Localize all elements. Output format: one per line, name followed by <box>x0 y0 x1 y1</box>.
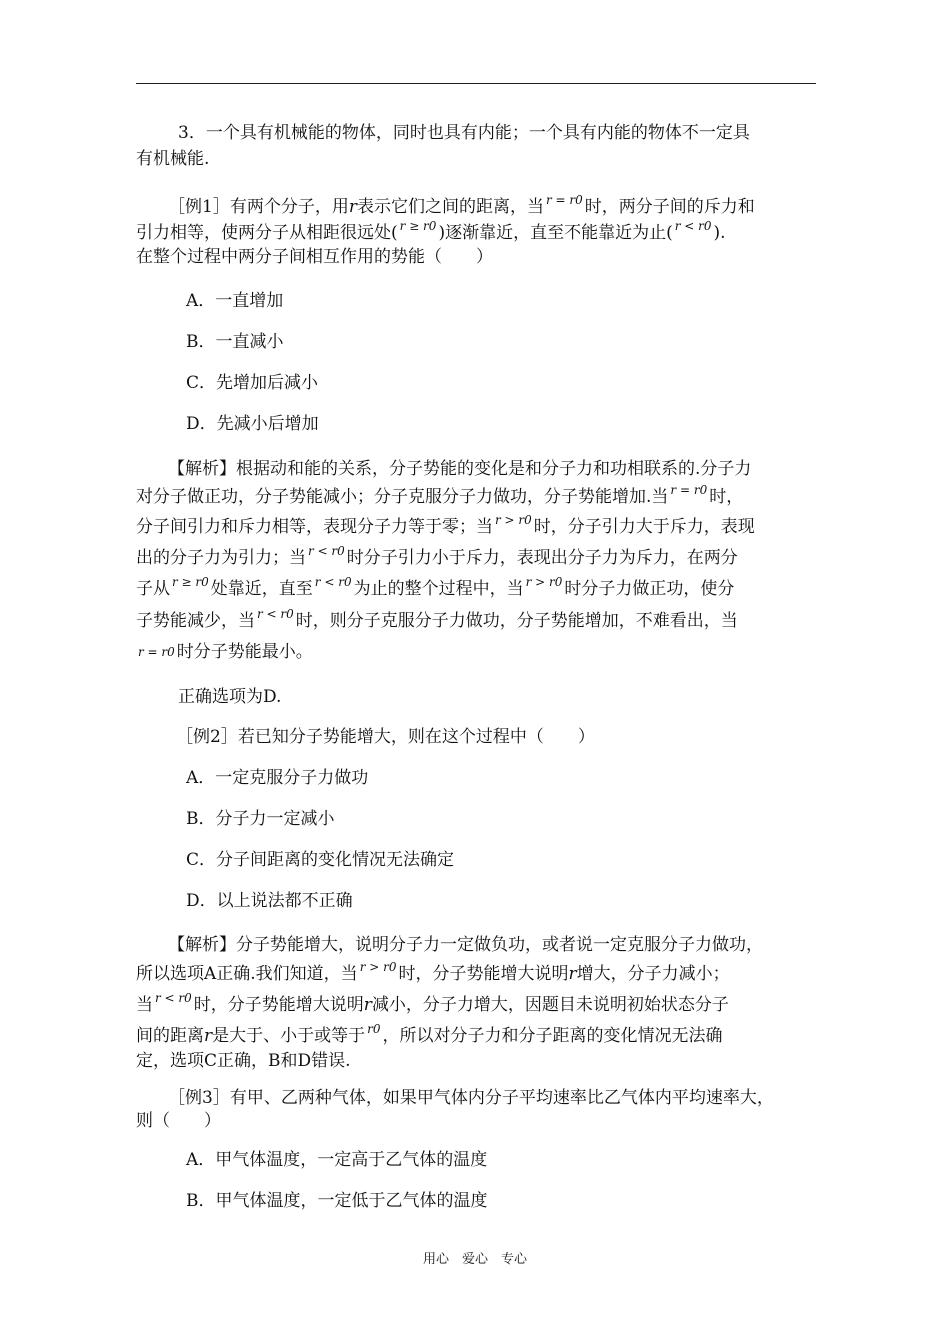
math-r-gt-r0: r > r0 <box>525 575 563 589</box>
ex2-question: ［例2］若已知分子势能增大，则在这个过程中（ ） <box>176 727 595 747</box>
ex1-line2: 引力相等，使两分子从相距很远处( $^{r \ge r0}$ )逐渐靠近，直至不能靠近为止( $^{r < r0}$ ). <box>136 219 726 243</box>
ex1-option-c: C．先增加后减小 <box>186 373 319 393</box>
ex3-option-b: B．甲气体温度，一定低于乙气体的温度 <box>186 1191 488 1211</box>
ex1-line1: ［例1］有两个分子，用r表示它们之间的距离，当 $^{r = r0}$ 时，两分子间的斥力和 <box>168 193 755 217</box>
ex1-option-b: B．一直减小 <box>186 332 284 352</box>
math-r-lt-r0: r < r0 <box>308 544 345 558</box>
ex3-question-line1: ［例3］有甲、乙两种气体，如果甲气体内分子平均速率比乙气体内平均速率大， <box>168 1088 774 1108</box>
ex3-option-a: A．甲气体温度，一定高于乙气体的温度 <box>186 1150 488 1170</box>
ex2-option-d: D．以上说法都不正确 <box>186 891 353 911</box>
math-r-eq-r0: r = r0 <box>138 645 175 659</box>
ex2-option-a: A．一定克服分子力做功 <box>186 768 369 788</box>
ana2-line5: 定，选项C正确，B和D错误. <box>136 1051 351 1071</box>
ana1-line5: 子从 $^{r \ge r0}$ 处靠近，直至 $^{r < r0}$ 为止的整个过程中，当 $^{r > r0}$ 时分子力做正功，使分 <box>136 575 735 599</box>
ana2-line4: 间的距离r是大于、小于或等于 $^{r0}$ ，所以对分子力和分子距离的变化情况无法确 <box>136 1022 723 1046</box>
var-r: r <box>363 995 372 1015</box>
ana1-line7: r = r0 时分子势能最小。 <box>138 642 313 662</box>
ex2-option-c: C．分子间距离的变化情况无法确定 <box>186 850 455 870</box>
ana1-line1: 【解析】根据动和能的关系，分子势能的变化是和分子力和功相联系的.分子力 <box>168 459 752 479</box>
ana1-line3: 分子间引力和斥力相等，表现分子力等于零；当 $^{r > r0}$ 时，分子引力大于斥力，表现 <box>136 513 755 537</box>
math-r-lt-r0: r < r0 <box>674 219 712 233</box>
math-r-gt-r0: r > r0 <box>495 513 532 527</box>
math-r0: r0 <box>367 1022 381 1036</box>
ana1-line4: 出的分子力为引力；当 $^{r < r0}$ 时分子引力小于斥力，表现出分子力为斥力，在两分 <box>136 544 738 568</box>
math-r-eq-r0: r = r0 <box>670 483 708 497</box>
math-r-ge-r0: r ≥ r0 <box>172 575 209 589</box>
var-r: r <box>568 964 577 984</box>
var-r: r <box>348 197 357 217</box>
math-r-lt-r0: r < r0 <box>314 575 352 589</box>
math-r-lt-r0: r < r0 <box>155 991 192 1005</box>
point3-line1: 3．一个具有机械能的物体，同时也具有内能；一个具有内能的物体不一定具 <box>178 123 750 143</box>
ex1-line3: 在整个过程中两分子间相互作用的势能（ ） <box>136 247 493 267</box>
ana1-answer: 正确选项为D. <box>178 687 282 707</box>
math-r-ge-r0: r ≥ r0 <box>399 219 437 233</box>
header-rule <box>136 83 816 84</box>
ana2-line2: 所以选项A正确.我们知道，当 $^{r > r0}$ 时，分子势能增大说明r增大，分子力减小； <box>136 960 730 984</box>
ana2-line1: 【解析】分子势能增大，说明分子力一定做负功，或者说一定克服分子力做功， <box>168 935 763 955</box>
point3-line2: 有机械能. <box>136 149 210 169</box>
ex1-option-d: D．先减小后增加 <box>186 414 319 434</box>
var-r: r <box>204 1026 213 1046</box>
ex3-question-line2: 则（ ） <box>136 1111 221 1131</box>
math-r-gt-r0: r > r0 <box>359 960 397 974</box>
ana1-line2: 对分子做正功，分子势能减小；分子克服分子力做功，分子势能增加.当 $^{r = r0}$ 时， <box>136 483 744 507</box>
math-r-lt-r0: r < r0 <box>257 607 294 621</box>
ana2-line3: 当 $^{r < r0}$ 时，分子势能增大说明r减小，分子力增大，因题目未说明初始状态分子 <box>136 991 729 1015</box>
math-r-eq-r0: r = r0 <box>545 193 583 207</box>
ex1-option-a: A．一直增加 <box>186 291 284 311</box>
ana1-line6: 子势能减少，当 $^{r < r0}$ 时，则分子克服分子力做功，分子势能增加，不难看出，当 <box>136 607 738 631</box>
ex2-option-b: B．分子力一定减小 <box>186 809 335 829</box>
page-footer: 用心 爱心 专心 <box>422 1252 527 1267</box>
